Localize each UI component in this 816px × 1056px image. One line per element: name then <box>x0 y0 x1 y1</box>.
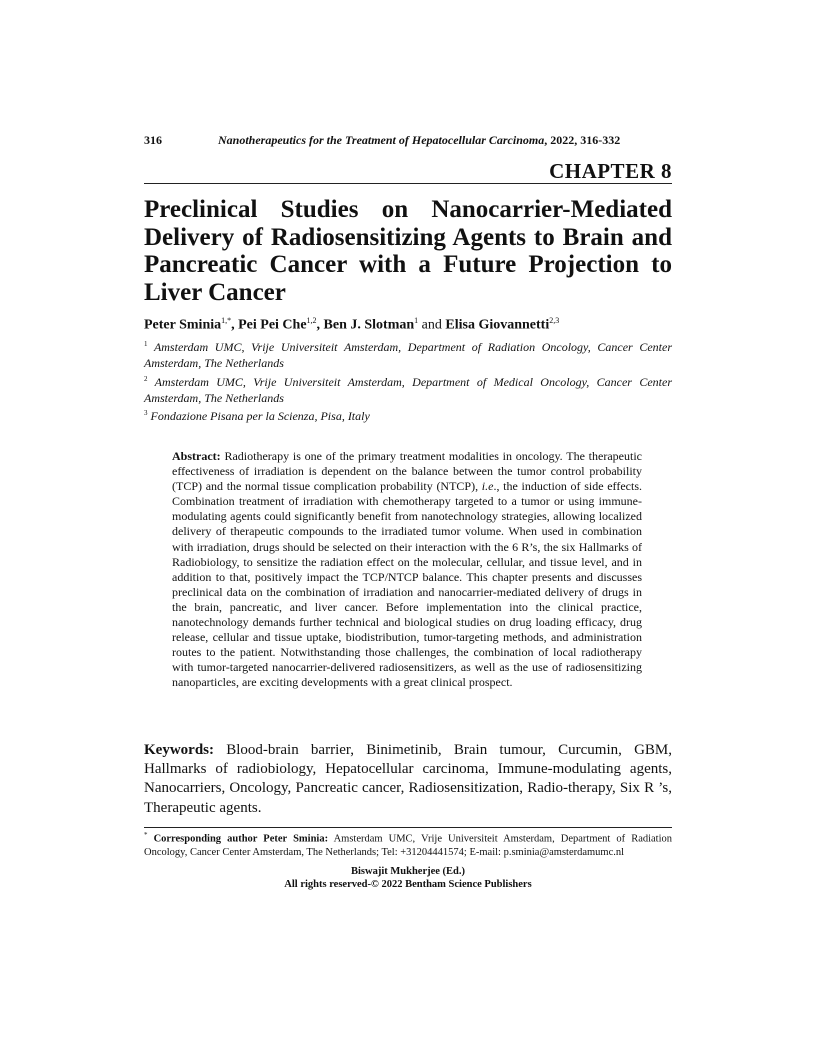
author-affiliation-mark: 1,* <box>221 316 232 325</box>
affiliation-mark: 1 <box>144 340 148 348</box>
affiliation-text: Amsterdam UMC, Vrije Universiteit Amsterdam, Department of Radiation Oncology, Cancer Center Amsterdam, The Netherlands <box>144 340 672 370</box>
keywords-label: Keywords: <box>144 742 214 758</box>
author-name: Ben J. Slotman <box>323 317 415 333</box>
author-list <box>144 316 672 334</box>
abstract <box>172 449 642 691</box>
keywords <box>144 741 672 818</box>
rights-line: All rights reserved-© 2022 Bentham Science Publishers <box>284 879 532 890</box>
running-head-title: Nanotherapeutics for the Treatment of Hepatocellular Carcinoma <box>218 133 545 147</box>
abstract-label: Abstract: <box>172 449 221 463</box>
author-affiliation-mark: 1,2 <box>306 316 317 325</box>
chapter-title: Preclinical Studies on Nanocarrier-Mediated Delivery of Radiosensitizing Agents to Brain and Pancreatic Cancer with a Future Projection to Liver Cancer <box>144 196 672 306</box>
author-affiliation-mark: 2,3 <box>549 316 560 325</box>
footnote-label: Corresponding author Peter Sminia: <box>153 833 329 845</box>
affiliation <box>144 337 672 371</box>
author-affiliation-mark: 1 <box>414 316 419 325</box>
affiliation-mark: 2 <box>144 375 148 383</box>
author-name: Peter Sminia <box>144 317 222 333</box>
chapter-label: CHAPTER 8 <box>549 159 672 183</box>
abstract-text-continued: ., the induction of side effects. Combination treatment of irradiation with chemotherapy targeted to a tumor or using immune-modulating agents could significantly benefit from nanotechnology strategies, allowing localized delivery of therapeutic compounds to the irradiated tumor volume. When used in combination with irradiation, drugs should be selected on their interaction with the 6 R’s, the six Hallmarks of Radiobiology, to sensitize the radiation effect on the molecular, cellular, and tissue level, and in addition to that, positively impact the TCP/NTCP balance. This chapter presents and discusses preclinical data on the combination of irradiation and nanocarrier-mediated delivery of drugs in the brain, pancreatic, and liver cancer. Before implementation into the clinical practice, nanotechnology demands further technical and biological studies on drug loading efficacy, drug release, cellular and tissue uptake, biodistribution, tumor-targeting methods, and administration routes to the patient. Notwithstanding those challenges, the combination of local radiotherapy with tumor-targeted nanocarrier-delivered radiosensitizers, as well as the use of radiosensitizing nanoparticles, are exciting developments with a great clinical prospect. <box>172 479 642 690</box>
abstract-text: Radiotherapy is one of the primary treatment modalities in oncology. The therapeutic effectiveness of irradiation is dependent on the balance between the tumor control probability (TCP) and the normal tissue complication probability (NTCP), <box>172 449 642 494</box>
running-head-rest: , 2022, 316-332 <box>544 133 621 147</box>
author-name: Elisa Giovannetti <box>445 317 550 333</box>
footnote-mark: * <box>144 831 148 839</box>
editor-line: Biswajit Mukherjee (Ed.) <box>350 866 466 877</box>
affiliation-text: Amsterdam UMC, Vrije Universiteit Amsterdam, Department of Medical Oncology, Cancer Center Amsterdam, The Netherlands <box>144 375 672 405</box>
author-name: Pei Pei Che <box>238 317 307 333</box>
author-and: and <box>418 317 446 333</box>
footnote-rule <box>144 827 672 828</box>
running-head <box>218 133 620 148</box>
abstract-ie: i.e <box>481 479 494 494</box>
author-separator: , <box>316 317 324 333</box>
affiliation-text: Fondazione Pisana per la Scienza, Pisa, Italy <box>150 409 370 423</box>
keywords-text: Blood-brain barrier, Binimetinib, Brain tumour, Curcumin, GBM, Hallmarks of radiobiology, Hepatocellular carcinoma, Immune-modulating agents, Nanocarriers, Oncology, Pancreatic cancer, Radiosensitization, Radio-therapy, Six R ’s, Therapeutic agents. <box>144 742 672 816</box>
affiliation-mark: 3 <box>144 409 148 417</box>
chapter-rule <box>144 183 672 184</box>
author-separator: , <box>231 317 239 333</box>
page-number: 316 <box>144 133 162 147</box>
footnote-text: Amsterdam UMC, Vrije Universiteit Amsterdam, Department of Radiation Oncology, Cancer Center Amsterdam, The Netherlands; Tel: +31204441574; E-mail: p.sminia@amsterdamumc.nl <box>144 833 673 858</box>
publisher-info <box>144 865 672 891</box>
affiliation <box>144 372 672 406</box>
corresponding-author-footnote <box>144 829 672 860</box>
affiliation <box>144 406 672 425</box>
